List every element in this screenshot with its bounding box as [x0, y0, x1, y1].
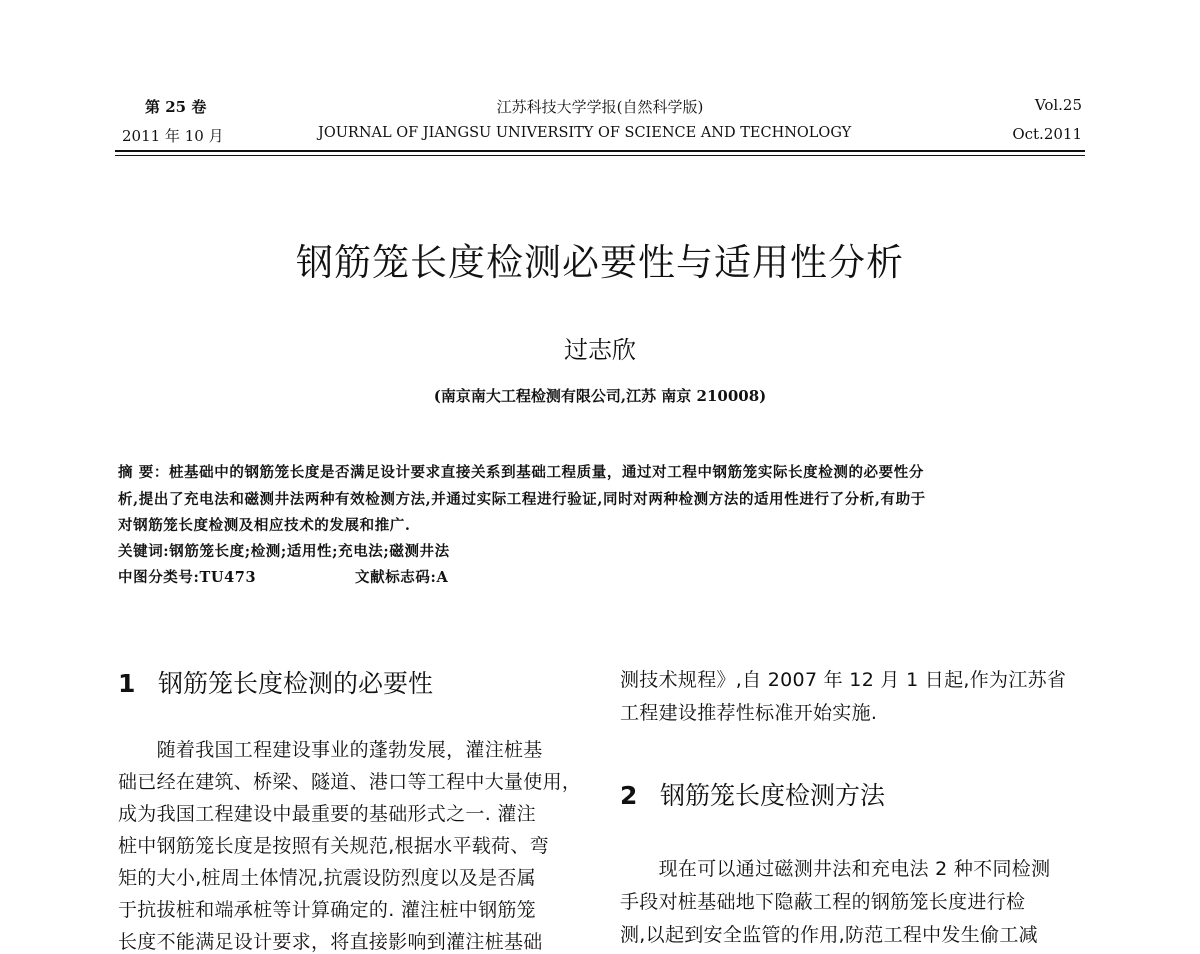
- body-line: 测,以起到安全监管的作用,防范工程中发生偷工减: [620, 924, 1038, 946]
- header-rule-bottom: [115, 155, 1085, 156]
- body-line: 随着我国工程建设事业的蓬勃发展，灌注桩基: [118, 739, 543, 761]
- section-1-heading: [118, 664, 433, 700]
- abstract-line: 对钢筋笼长度检测及相应技术的发展和推广.: [118, 517, 411, 534]
- section-2-heading: [620, 776, 885, 812]
- section-number: 1: [118, 669, 136, 698]
- section-number: 2: [620, 781, 638, 810]
- body-line: 于抗拔桩和端承桩等计算确定的. 灌注桩中钢筋笼: [118, 899, 536, 921]
- body-line: 桩中钢筋笼长度是按照有关规范,根据水平载荷、弯: [118, 835, 549, 857]
- date-en: Oct.2011: [1012, 125, 1082, 143]
- body-line: 手段对桩基础地下隐蔽工程的钢筋笼长度进行检: [620, 891, 1026, 913]
- header-rule-top: [115, 150, 1085, 152]
- body-line: 工程建设推荐性标准开始实施.: [620, 702, 878, 724]
- affiliation: (南京南大工程检测有限公司,江苏 南京 210008): [433, 387, 767, 405]
- body-line: 测技术规程》,自 2007 年 12 月 1 日起,作为江苏省: [620, 669, 1067, 691]
- body-line: 长度不能满足设计要求，将直接影响到灌注桩基础: [118, 931, 543, 953]
- body-line: 现在可以通过磁测井法和充电法 2 种不同检测: [620, 858, 1051, 880]
- abstract-line: 摘 要：桩基础中的钢筋笼长度是否满足设计要求直接关系到基础工程质量，通过对工程中钢筋笼实际长度检测的必要性分: [118, 464, 924, 481]
- journal-cn: 江苏科技大学学报(自然科学版): [496, 98, 704, 116]
- body-line: 矩的大小,桩周土体情况,抗震设防烈度以及是否属: [118, 867, 536, 889]
- body-line: 成为我国工程建设中最重要的基础形式之一. 灌注: [118, 803, 536, 825]
- volume-en: Vol.25: [1034, 96, 1082, 114]
- section-title: 钢筋笼长度检测方法: [660, 781, 886, 810]
- clc-number: 中图分类号:TU473: [118, 569, 257, 586]
- abstract-line: 析,提出了充电法和磁测井法两种有效检测方法,并通过实际工程进行验证,同时对两种检测方法的适用性进行了分析,有助于: [118, 491, 926, 508]
- section-title: 钢筋笼长度检测的必要性: [158, 669, 434, 698]
- keywords: 关键词:钢筋笼长度;检测;适用性;充电法;磁测井法: [118, 543, 450, 560]
- volume-cn: 第 25 卷: [145, 98, 207, 116]
- author: 过志欣: [564, 336, 636, 364]
- journal-en: JOURNAL OF JIANGSU UNIVERSITY OF SCIENCE AND TECHNOLOGY: [318, 125, 852, 141]
- body-line: 础已经在建筑、桥梁、隧道、港口等工程中大量使用，: [118, 771, 582, 793]
- document-code: 文献标志码:A: [355, 569, 449, 586]
- date-cn: 2011 年 10 月: [122, 127, 224, 145]
- paper-title: 钢筋笼长度检测必要性与适用性分析: [296, 241, 904, 284]
